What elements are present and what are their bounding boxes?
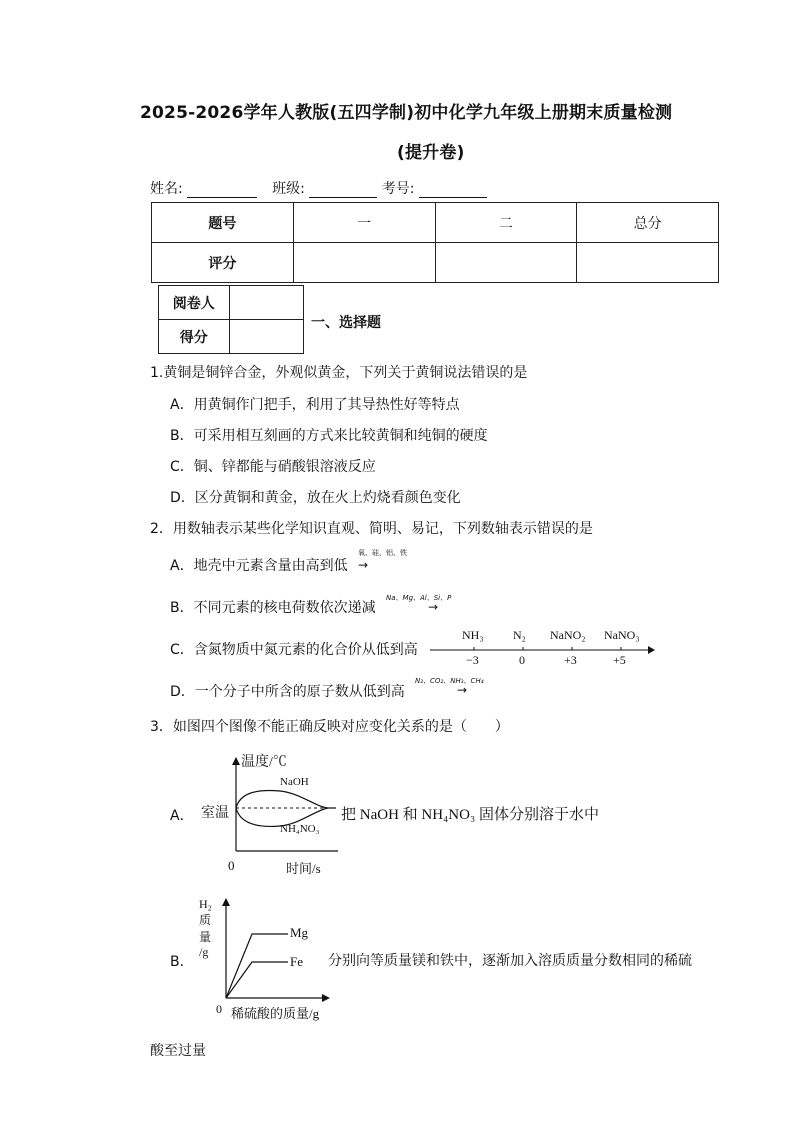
graph-a-x-label: 时间/s — [286, 861, 321, 876]
axis-d-labels: N₂、CO₂、NH₃、CH₄ — [415, 677, 484, 685]
axis-c-valence-nh3: −3 — [466, 653, 479, 667]
score-table-header-question-no: 题号 — [152, 203, 294, 243]
axis-a-arrow: → — [358, 558, 369, 572]
question-2-stem: 2．用数轴表示某些化学知识直观、简明、易记，下列数轴表示错误的是 — [150, 521, 593, 537]
score-cell-part-2[interactable] — [435, 243, 577, 283]
graph-a-baseline-label: 室温 — [201, 806, 229, 821]
question-1-stem: 1.黄铜是铜锌合金，外观似黄金，下列关于黄铜说法错误的是 — [150, 365, 528, 381]
question-2-option-d[interactable]: D．一个分子中所含的原子数从低到高 — [170, 684, 405, 700]
section-title: 一、选择题 — [311, 315, 381, 331]
question-1-option-a[interactable]: A．用黄铜作门把手，利用了其导热性好等特点 — [170, 397, 460, 413]
score-table-header-total: 总分 — [577, 203, 719, 243]
class-field[interactable] — [309, 183, 377, 198]
question-1-option-c[interactable]: C．铜、锌都能与硝酸银溶液反应 — [170, 459, 376, 475]
axis-c-valence-n2: 0 — [519, 653, 525, 667]
student-info-line — [150, 178, 487, 198]
grader-reviewer-cell[interactable] — [229, 286, 303, 320]
question-3-option-b-text: 分别向等质量镁和铁中，逐渐加入溶质质量分数相同的稀硫 — [328, 953, 692, 969]
grader-score-label: 得分 — [159, 320, 230, 354]
graph-b-origin: 0 — [216, 1002, 222, 1016]
question-1-option-b[interactable]: B．可采用相互刻画的方式来比较黄铜和纯铜的硬度 — [170, 428, 488, 444]
axis-c-species-nano2: NaNO₂ — [550, 628, 586, 642]
page-title: 2025-2026学年人教版(五四学制)初中化学九年级上册期末质量检测 — [140, 103, 673, 123]
graph-a-y-label: 温度/℃ — [241, 755, 287, 770]
score-table-header-part-1: 一 — [293, 203, 435, 243]
score-cell-part-1[interactable] — [293, 243, 435, 283]
graph-b-fe-label: Fe — [290, 954, 303, 969]
question-3-option-a-text: 把 NaOH 和 NH₄NO₃ 固体分别溶于水中 — [341, 807, 599, 823]
page-subtitle: (提升卷) — [397, 143, 465, 163]
graph-b-y-label-2: 质 — [199, 913, 212, 927]
grader-box — [158, 285, 304, 354]
grader-reviewer-label: 阅卷人 — [159, 286, 230, 320]
axis-b-arrow: → — [428, 600, 439, 614]
axis-d-arrow: → — [457, 683, 468, 697]
axis-c-species-nh3: NH₃ — [462, 628, 484, 642]
score-table — [151, 202, 719, 283]
grader-score-cell[interactable] — [229, 320, 303, 354]
axis-a-labels: 氧、硅、铝、铁 — [358, 549, 407, 557]
graph-b-mg-line — [226, 934, 288, 998]
axis-c-species-n2: N₂ — [513, 628, 526, 642]
graph-b-y-label-1: H₂ — [199, 897, 212, 911]
axis-c-valence-nano3: +5 — [613, 653, 626, 667]
graph-a — [228, 757, 340, 855]
graph-b-x-label: 稀硫酸的质量/g — [231, 1006, 320, 1021]
name-label: 姓名: — [150, 181, 183, 197]
score-cell-total[interactable] — [577, 243, 719, 283]
graph-a-origin: 0 — [228, 858, 235, 873]
exam-no-label: 考号: — [381, 181, 415, 197]
question-3-option-b-label[interactable]: B． — [170, 954, 194, 970]
name-field[interactable] — [187, 183, 257, 198]
question-2-option-c[interactable]: C．含氮物质中氮元素的化合价从低到高 — [170, 642, 418, 658]
axis-c-valence-nano2: +3 — [564, 653, 577, 667]
axis-b-labels: Na、Mg、Al、Si、P — [386, 594, 452, 602]
exam-no-field[interactable] — [419, 183, 487, 198]
question-1-option-d[interactable]: D．区分黄铜和黄金，放在火上灼烧看颜色变化 — [170, 490, 461, 506]
graph-a-nh4no3-curve — [236, 808, 328, 826]
graph-b-fe-line — [226, 962, 288, 998]
graph-a-curve-top-label: NaOH — [280, 776, 309, 788]
graph-b — [218, 898, 330, 1002]
score-table-header-part-2: 二 — [435, 203, 577, 243]
question-2-option-a[interactable]: A．地壳中元素含量由高到低 — [170, 558, 348, 574]
graph-b-y-label-4: /g — [199, 945, 209, 959]
graph-b-y-label-3: 量 — [199, 930, 212, 944]
graph-b-mg-label: Mg — [290, 925, 309, 940]
graph-a-curve-bottom-label: NH₄NO₃ — [280, 823, 320, 835]
graph-a-naoh-curve — [236, 791, 336, 808]
axis-c-species-nano3: NaNO₃ — [604, 628, 640, 642]
question-3-option-b-text-cont: 酸至过量 — [150, 1043, 206, 1059]
score-table-row-label: 评分 — [152, 243, 294, 283]
class-label: 班级: — [272, 181, 305, 197]
question-2-option-b[interactable]: B．不同元素的核电荷数依次递减 — [170, 600, 376, 616]
question-3-stem: 3．如图四个图像不能正确反映对应变化关系的是（ ） — [150, 719, 509, 735]
question-3-option-a-label[interactable]: A． — [170, 808, 194, 824]
